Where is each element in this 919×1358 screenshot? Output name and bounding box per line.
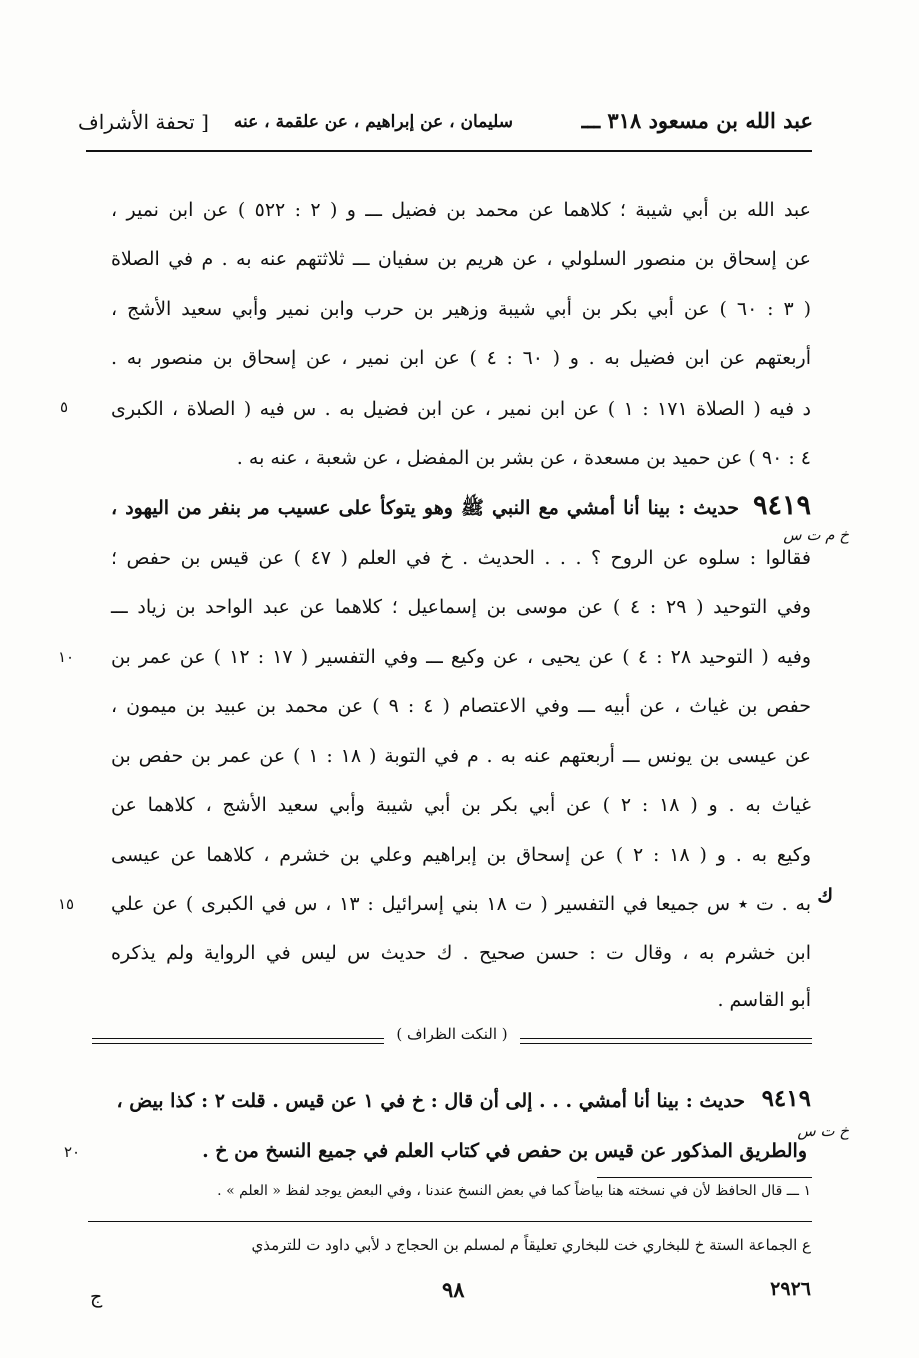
header-rule — [86, 150, 812, 152]
text-line-13: غياث به . و ( ١٨ : ٢ ) عن أبي بكر بن أبي شيبة وأبي سعيد الأشج ، كلاهما عن — [111, 794, 811, 816]
margin-line-number-20: ٢٠ — [64, 1143, 81, 1161]
text-line-3: ( ٣ : ٦٠ ) عن أبي بكر بن أبي شيبة وزهير بن حرب وابن نمير وأبي سعيد الأشج ، — [111, 298, 812, 320]
header-author-section: عبد الله بن مسعود ٣١٨ ـــ — [581, 108, 813, 133]
folio-number: ٢٩٢٦ — [770, 1278, 811, 1300]
text-line-5: د فيه ( الصلاة ١٧١ : ١ ) عن ابن نمير ، عن ابن فضيل به . س فيه ( الصلاة ، الكبرى — [111, 398, 812, 420]
text-line-12: عن عيسى بن يونس ـــ أربعتهم عنه به . م في التوبة ( ١٨ : ١ ) عن عمر بن حفص بن — [111, 745, 811, 767]
nukat-separator — [92, 1025, 812, 1049]
nukat-title: ( النكت الظراف ) — [388, 1025, 515, 1043]
hadith-sigla: خ م ت س — [783, 526, 849, 544]
footer-rule — [88, 1221, 812, 1222]
nukat-sigla: خ ت س — [797, 1122, 849, 1140]
text-line-17: أبو القاسم . — [717, 989, 811, 1011]
text-line-8: فقالوا : سلوه عن الروح ؟ . . . الحديث . خ في العلم ( ٤٧ ) عن قيس بن حفص ؛ — [111, 547, 811, 569]
text-line-10: وفيه ( التوحيد ٢٨ : ٤ ) عن يحيى ، عن وكيع ـــ وفي التفسير ( ١٧ : ١٢ ) عن عمر بن — [111, 646, 812, 668]
abbreviations-key: ع الجماعة الستة خ للبخاري خت للبخاري تعليقاً م لمسلم بن الحجاج د لأبي داود ت للترمذي — [251, 1236, 811, 1254]
text-line-4: أربعتهم عن ابن فضيل به . و ( ٦٠ : ٤ ) عن ابن نمير ، عن إسحاق بن منصور به . — [111, 347, 811, 369]
text-line-11: حفص بن غياث ، عن أبيه ـــ وفي الاعتصام ( ٤ : ٩ ) عن محمد بن عبيد بن ميمون ، — [111, 695, 811, 717]
header-book-title: [ تحفة الأشراف — [78, 110, 209, 134]
nukat-line-1: حديث : بينا أنا أمشي . . . إلى أن قال : خ في ١ عن قيس . قلت ٢ : كذا بيض ، — [116, 1090, 745, 1112]
margin-line-number-15: ١٥ — [58, 895, 75, 913]
margin-line-number-5: ٥ — [60, 398, 69, 416]
separator-rule-right — [520, 1038, 812, 1044]
page-number: ٩٨ — [442, 1277, 465, 1302]
nukat-line-2: والطريق المذكور عن قيس بن حفص في كتاب العلم في جميع النسخ من خ . — [202, 1140, 807, 1162]
text-line-16: ابن خشرم به ، وقال ت : حسن صحيح . ك حديث س ليس في الرواية ولم يذكره — [111, 942, 812, 964]
text-line-2: عن إسحاق بن منصور السلولي ، عن هريم بن سفيان ـــ ثلاثتهم عنه به . م في الصلاة — [111, 248, 811, 270]
text-line-14: وكيع به . و ( ١٨ : ٢ ) عن إسحاق بن إبراهيم وعلي بن خشرم ، كلاهما عن عيسى — [111, 844, 811, 866]
footnote: ١ ـــ قال الحافظ لأن في نسخته هنا بياضاً كما في بعض النسخ عندنا ، وفي البعض يوجد لفظ « العلم » . — [217, 1183, 811, 1199]
signature-mark: ج — [90, 1286, 103, 1308]
nukat-hadith-number: ٩٤١٩ — [761, 1085, 811, 1112]
siglum-k: ك — [817, 885, 833, 907]
running-header — [78, 108, 813, 148]
hadith-number: ٩٤١٩ — [752, 490, 811, 521]
header-isnad: سليمان ، عن إبراهيم ، عن علقمة ، عنه — [233, 112, 513, 132]
margin-line-number-10: ١٠ — [58, 648, 75, 666]
separator-rule-left — [92, 1038, 384, 1044]
text-line-9: وفي التوحيد ( ٢٩ : ٤ ) عن موسى بن إسماعيل ؛ كلاهما عن عبد الواحد بن زياد ـــ — [111, 596, 812, 618]
text-line-6: ٤ : ٩٠ ) عن حميد بن مسعدة ، عن بشر بن المفضل ، عن شعبة ، عنه به . — [236, 447, 811, 469]
text-line-15: به . ت ٭ س جميعا في التفسير ( ت ١٨ بني إسرائيل : ١٣ ، س في الكبرى ) عن علي — [111, 893, 811, 915]
text-line-1: عبد الله بن أبي شيبة ؛ كلاهما عن محمد بن فضيل ـــ و ( ٢ : ٥٢٢ ) عن ابن نمير ، — [111, 199, 811, 221]
hadith-line-1: حديث : بينا أنا أمشي مع النبي ﷺ وهو يتوكأ على عسيب مر بنفر من اليهود ، — [111, 497, 739, 519]
footnote-rule — [597, 1177, 812, 1178]
